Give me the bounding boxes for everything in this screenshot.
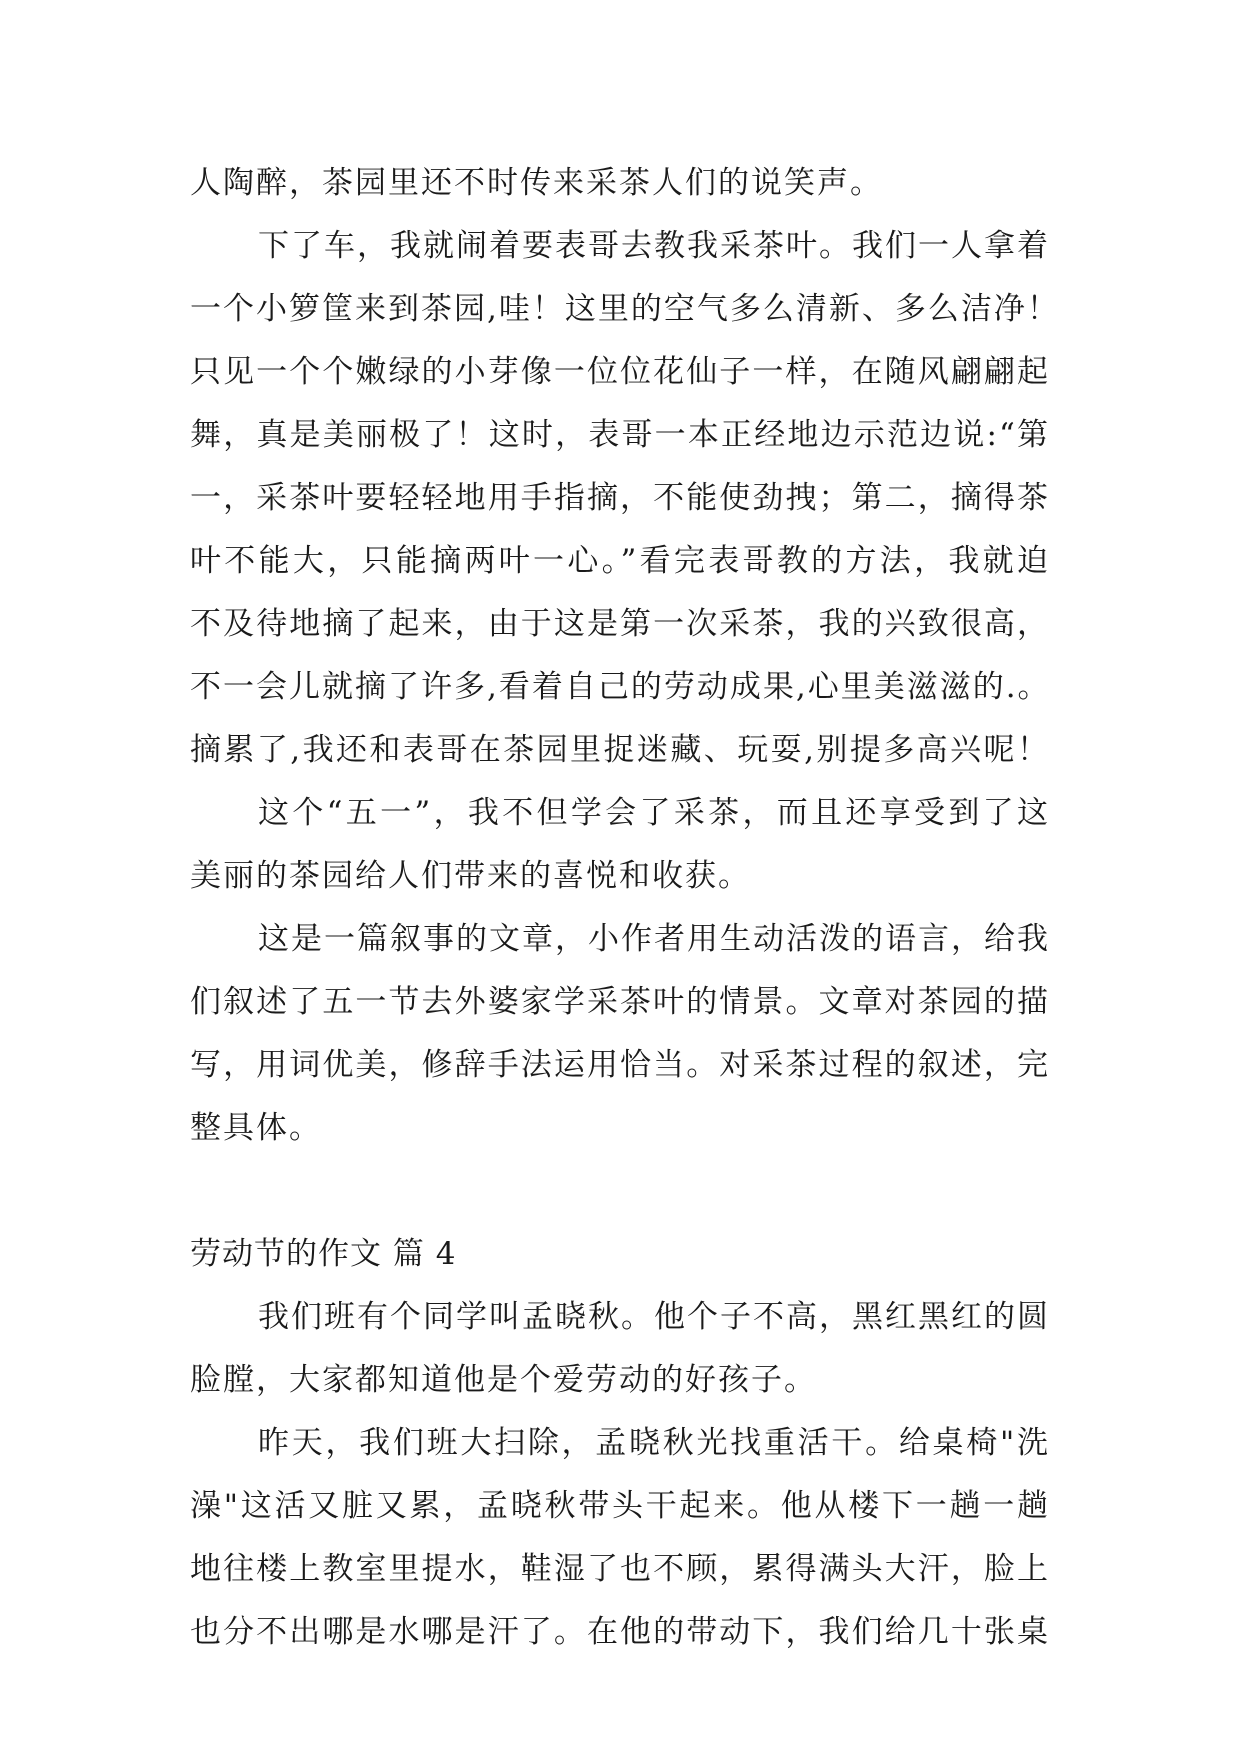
paragraph-line: 脸膛，大家都知道他是个爱劳动的好孩子。 [190,1362,817,1398]
paragraph-line: 昨天，我们班大扫除，孟晓秋光找重活干。给桌椅"洗 [258,1425,1050,1461]
paragraph-line: 澡"这活又脏又累，孟晓秋带头干起来。他从楼下一趟一趟 [190,1488,1050,1524]
paragraph-line: 地往楼上教室里提水，鞋湿了也不顾，累得满头大汗，脸上 [190,1551,1050,1587]
paragraph-line: 这个“五一”，我不但学会了采茶，而且还享受到了这 [258,795,1050,831]
paragraph-line: 一个小箩筐来到茶园,哇！这里的空气多么清新、多么洁净！ [190,291,1060,327]
paragraph-line: 只见一个个嫩绿的小芽像一位位花仙子一样，在随风翩翩起 [190,354,1050,390]
paragraph-line: 人陶醉，茶园里还不时传来采茶人们的说笑声。 [190,165,883,201]
paragraph-line: 不及待地摘了起来，由于这是第一次采茶，我的兴致很高， [190,606,1050,642]
paragraph-line: 不一会儿就摘了许多,看着自己的劳动成果,心里美滋滋的.。 [190,669,1051,705]
section-gap [190,1160,1050,1223]
paragraph-line: 叶不能大，只能摘两叶一心。”看完表哥教的方法，我就迫 [190,543,1050,579]
paragraph-line: 整具体。 [190,1110,322,1146]
paragraph-line: 也分不出哪是水哪是汗了。在他的带动下，我们给几十张桌 [190,1614,1050,1650]
paragraph-line: 下了车，我就闹着要表哥去教我采茶叶。我们一人拿着 [258,228,1050,264]
paragraph-line: 这是一篇叙事的文章，小作者用生动活泼的语言，给我 [258,921,1050,957]
paragraph-line: 舞，真是美丽极了！这时，表哥一本正经地边示范边说:“第 [190,417,1050,453]
paragraph-line: 我们班有个同学叫孟晓秋。他个子不高，黑红黑红的圆 [258,1299,1050,1335]
paragraph-line: 美丽的茶园给人们带来的喜悦和收获。 [190,858,751,894]
paragraph-line: 们叙述了五一节去外婆家学采茶叶的情景。文章对茶园的描 [190,984,1050,1020]
section-title: 劳动节的作文 篇 4 [190,1236,457,1272]
paragraph-line: 一，采茶叶要轻轻地用手指摘，不能使劲拽；第二，摘得茶 [190,480,1050,516]
paragraph-line: 写，用词优美，修辞手法运用恰当。对采茶过程的叙述，完 [190,1047,1050,1083]
paragraph-line: 摘累了,我还和表哥在茶园里捉迷藏、玩耍,别提多高兴呢！ [190,732,1050,768]
document-page [190,152,1060,1664]
